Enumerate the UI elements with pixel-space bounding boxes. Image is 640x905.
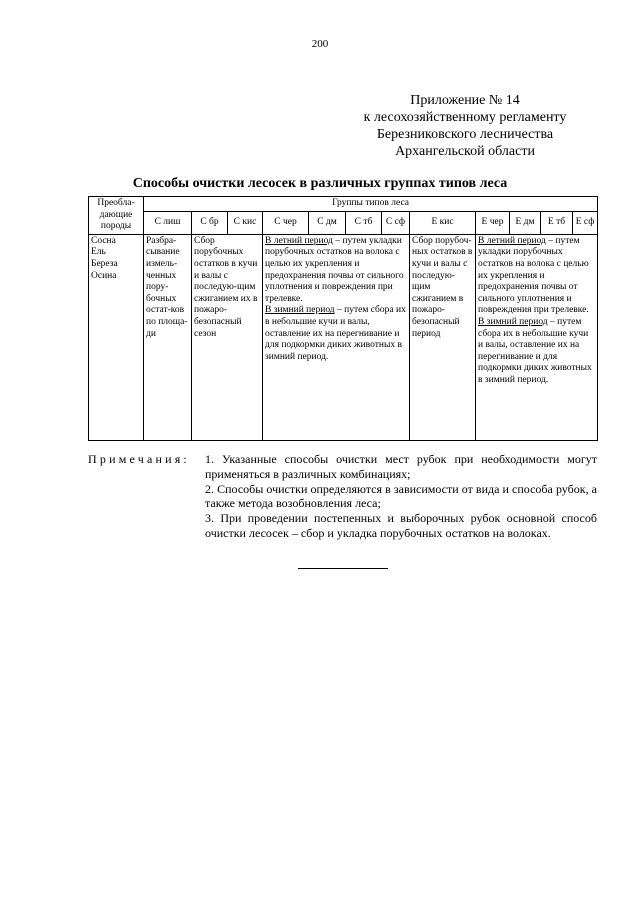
separator-line bbox=[298, 568, 388, 569]
header-e-sf: Е сф bbox=[573, 212, 598, 234]
species-spruce: Ель bbox=[91, 247, 106, 258]
appendix-line-2: к лесохозяйственному регламенту bbox=[363, 110, 567, 125]
header-c-sf: С сф bbox=[382, 212, 410, 234]
header-e-kis: Е кис bbox=[410, 212, 476, 234]
notes-label: Примечания: bbox=[88, 452, 190, 466]
appendix-line-4: Архангельской области bbox=[395, 144, 535, 159]
header-e-cher: Е чер bbox=[476, 212, 510, 234]
header-e-tb: Е тб bbox=[541, 212, 573, 234]
e-summer-text: – путем укладки порубочных остатков на волока с целью их укрепления и предохранения почвы от сильного уплотнения и повреждения при трелевке. bbox=[478, 235, 589, 316]
cell-e-cher-sf bbox=[476, 234, 598, 440]
header-c-cher: С чер bbox=[263, 212, 309, 234]
table-row bbox=[89, 234, 598, 440]
header-forest-type-groups: Группы типов леса bbox=[144, 197, 598, 212]
note-item-3: 3. При проведении постепенных и выборочных рубок основной способ очистки лесосек – сбор и укладка порубочных остатков на волоках. bbox=[205, 511, 597, 540]
cleaning-methods-table bbox=[88, 196, 598, 441]
appendix-line-1: Приложение № 14 bbox=[410, 93, 520, 108]
cell-c-lish: Разбра-сывание измель-ченных пору-бочных остат-ков по площа-ди bbox=[144, 234, 192, 440]
species-aspen: Осина bbox=[91, 270, 117, 281]
header-c-tb: С тб bbox=[346, 212, 382, 234]
document-title: Способы очистки лесосек в различных группах типов леса bbox=[132, 176, 508, 191]
appendix-line-3: Березниковского лесничества bbox=[376, 127, 554, 142]
e-winter-label: В зимний период bbox=[478, 316, 548, 327]
cell-e-kis: Сбор порубоч-ных остатков в кучи и валы с последую-щим сжиганием в пожаро-безопасный период bbox=[410, 234, 476, 440]
c-summer-text: – путем укладки порубочных остатков на волока с целью их укрепления и предохранения почвы от сильного уплотнения и повреждения при трелевке. bbox=[265, 235, 404, 304]
species-pine: Сосна bbox=[91, 235, 116, 246]
e-summer-label: В летний период bbox=[478, 235, 546, 246]
header-c-kis: С кис bbox=[228, 212, 263, 234]
note-item-2: 2. Способы очистки определяются в зависимости от вида и способа рубок, а также метода возобновления леса; bbox=[205, 481, 597, 511]
header-c-dm: С дм bbox=[309, 212, 346, 234]
page-number: 200 bbox=[311, 38, 329, 50]
species-birch: Береза bbox=[91, 258, 118, 269]
species-cell bbox=[89, 234, 144, 440]
cell-c-cher-sf bbox=[263, 234, 410, 440]
c-winter-text: – путем сбора их в небольшие кучи и валы, оставление их на перегнивание и для подкормки диких животных в зимний период. bbox=[265, 305, 406, 362]
header-dominant-species: Преобла-дающие породы bbox=[89, 197, 144, 235]
appendix-block bbox=[330, 92, 600, 160]
e-winter-text: – путем сбора их в небольшие кучи и валы, оставление их на перегнивание и для подкормки диких животных в зимний период. bbox=[478, 316, 592, 385]
notes-items bbox=[205, 452, 597, 541]
c-summer-label: В летний период bbox=[265, 235, 333, 246]
c-winter-label: В зимний период bbox=[265, 305, 335, 316]
header-c-br: С бр bbox=[192, 212, 228, 234]
note-item-1: 1. Указанные способы очистки мест рубок при необходимости могут применяться в различных комбинациях; bbox=[205, 452, 597, 481]
header-e-dm: Е дм bbox=[510, 212, 541, 234]
header-c-lish: С лиш bbox=[144, 212, 192, 234]
cell-c-br-kis: Сбор порубочных остатков в кучи и валы с последую-щим сжиганием их в пожаро-безопасный сезон bbox=[192, 234, 263, 440]
